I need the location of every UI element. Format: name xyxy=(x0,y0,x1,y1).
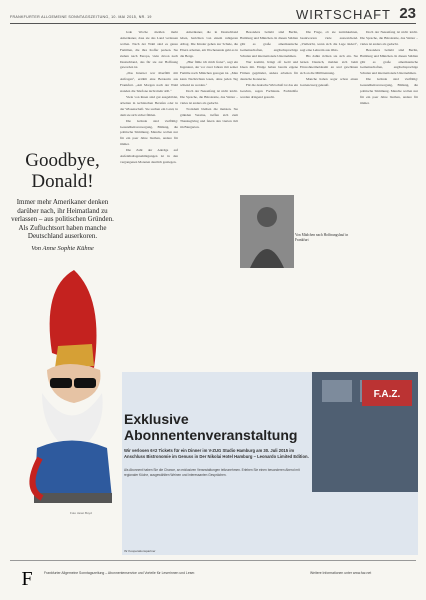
paragraph: Doch der Neuanfang ist nicht leicht. Die Sprache, die Bürokratie, das Wetter – vieles ist anders als gedacht. xyxy=(360,30,418,46)
footer-text-right: Weitere Informationen unter www.faz.net xyxy=(310,571,372,575)
page-footer xyxy=(10,560,416,594)
woman-photo xyxy=(240,195,294,268)
paragraph: Besonders beliebt sind Berlin, Hamburg und München. In diesen Städten gibt es große amerikanische Gemeinschaften, englischsprachige Schulen und internationale Unternehmen. xyxy=(360,47,418,76)
article-column-3 xyxy=(240,30,298,192)
photo-credit: Foto Janet Boyd xyxy=(70,511,92,515)
paragraph: Für die deutsche Wirtschaft ist das ein Gewinn, sagen Fachleute. Fachkräfte werden dringend gesucht. xyxy=(240,83,298,99)
headline: Goodbye, Donald! xyxy=(25,150,100,192)
newspaper-title: FRANKFURTER ALLGEMEINE SONNTAGSZEITUNG, 10. MAI 2015, NR. 19 xyxy=(10,15,152,19)
ad-partner-label: Ihr Kooperationspartner xyxy=(124,549,156,553)
ad-subtitle: Wir verlosen 6×2 Tickets für ein Dinner im V-ZUG Studio Hamburg am 30. Juli 2015 im Anschluss Bistronomie im Genuss in Der Nikolai Hotel Hamburg – Leonardo Limited Edition. xyxy=(124,448,309,459)
paragraph: Jede Woche melden mehr Amerikaner, dass sie das Land verlassen wollen. Nach der Wahl sind es ganze Familien, die ihre Koffer packen. Sie ziehen nach Europa, viele davon nach Deutschland, das für sie zur Hoffnung geworden ist. xyxy=(120,30,178,70)
byline: Von Anne Sophie Kühne xyxy=(31,244,94,252)
logo-text: F.A.Z. xyxy=(373,389,401,400)
article-lead xyxy=(10,150,115,252)
section-title: WIRTSCHAFT xyxy=(296,7,391,22)
article-column-1 xyxy=(120,30,178,370)
paragraph: Manche haben sogar schon einen Gartenzwerg gekauft. xyxy=(300,77,358,88)
svg-text:F: F xyxy=(21,568,33,589)
paragraph: Doch der Neuanfang ist nicht leicht. Die Sprache, die Bürokratie, das Wetter – vieles ist anders als gedacht. xyxy=(180,89,238,105)
paragraph: Trotzdem bleiben die meisten. Sie gründen Vereine, treffen sich zum Thanksgiving und feiern den vierten Juli im Biergarten. xyxy=(180,106,238,129)
ad-body: Als Abonnent haben Sie die Chance, an exklusiven Veranstaltungen teilzunehmen. Erleben Sie einen besonderen Abend mit regionaler Küche, ausgewählten Weinen und interessanten Gesprächen. xyxy=(124,468,300,477)
photo-caption: Von Mädchen nach Hoffnungslauf in Frankfurt xyxy=(295,233,349,242)
paragraph: Die Gründe sind vielfältig: Gesundheitsversorgung, Bildung, die politische Stimmung. Manche wollen nur für ein paar Jahre bleiben, andere für immer. xyxy=(120,118,178,147)
article-column-5 xyxy=(360,30,418,370)
page-header xyxy=(10,6,416,24)
paragraph: Bis dahin richten sie sich ein. Sie lernen Deutsch, melden sich beim Einwohnermeldeamt an und gewöhnen sich an die Mülltrennung. xyxy=(300,53,358,76)
garden-gnome-image xyxy=(12,258,117,510)
article-column-4 xyxy=(300,30,358,230)
paragraph: „Hier fühle ich mich freier“, sagt ein Ingenieur, der vor zwei Jahren mit seiner Familie nach München gezogen ist. „Man kann Nachrichten lesen, ohne jeden Tag wütend zu werden.“ xyxy=(180,59,238,88)
paragraph: Die Frage, ob sie zurückkehren, beantworten viele ausweichend. „Vielleicht, wenn sich die Lage ändert“, sagt eine Lehrerin aus Ohio. xyxy=(300,30,358,52)
paragraph: Die Gründe sind vielfältig: Gesundheitsversorgung, Bildung, die politische Stimmung. Manche wollen nur für ein paar Jahre bleiben, andere für immer. xyxy=(360,77,418,105)
article-column-2 xyxy=(180,30,238,370)
page-number: 23 xyxy=(399,5,416,22)
paragraph: „Das Internet war überfüllt mit Anfragen“, erzählt eine Beraterin aus Frankfurt. „Am Morgen nach der Wahl standen die Telefone nicht mehr still.“ xyxy=(120,71,178,94)
ad-title: Exklusive Abonnentenveranstaltung xyxy=(124,411,298,443)
paragraph: Amerikaner, die in Deutschland leben, berichten von einem ruhigeren Alltag. Die Kinder gehen zur Schule, die Eltern arbeiten, am Wochenende geht es in die Berge. xyxy=(180,30,238,58)
paragraph: Wer kommt, bringt oft Geld und Ideen mit. Einige haben bereits eigene Firmen gegründet, andere arbeiten für deutsche Konzerne. xyxy=(240,59,298,82)
faz-logo xyxy=(362,380,412,406)
paragraph: Die Zahl der Anträge auf Aufenthaltsgenehmigungen ist in den vergangenen Monaten deutlich gestiegen. xyxy=(120,148,178,164)
deck: Immer mehr Amerikaner denken darüber nach, ihr Heimatland zu verlassen – aus politischen Gründen. Als Zufluchtsort haben manche Deutschland auserkoren. xyxy=(11,198,114,241)
paragraph: Viele von ihnen sind gut ausgebildet, arbeiten in technischen Berufen oder in der Wissenschaft. Sie suchen ein Land, in dem sie sich sicher fühlen. xyxy=(120,94,178,117)
paragraph: Besonders beliebt sind Berlin, Hamburg und München. In diesen Städten gibt es große amerikanische Gemeinschaften, englischsprachige Schulen und internationale Unternehmen. xyxy=(240,30,298,58)
footer-text-left: Frankfurter Allgemeine Sonntagszeitung – Abonnentenservice und Vorteile für Leserinnen und Leser. xyxy=(44,571,196,575)
faz-emblem-icon xyxy=(16,567,38,589)
